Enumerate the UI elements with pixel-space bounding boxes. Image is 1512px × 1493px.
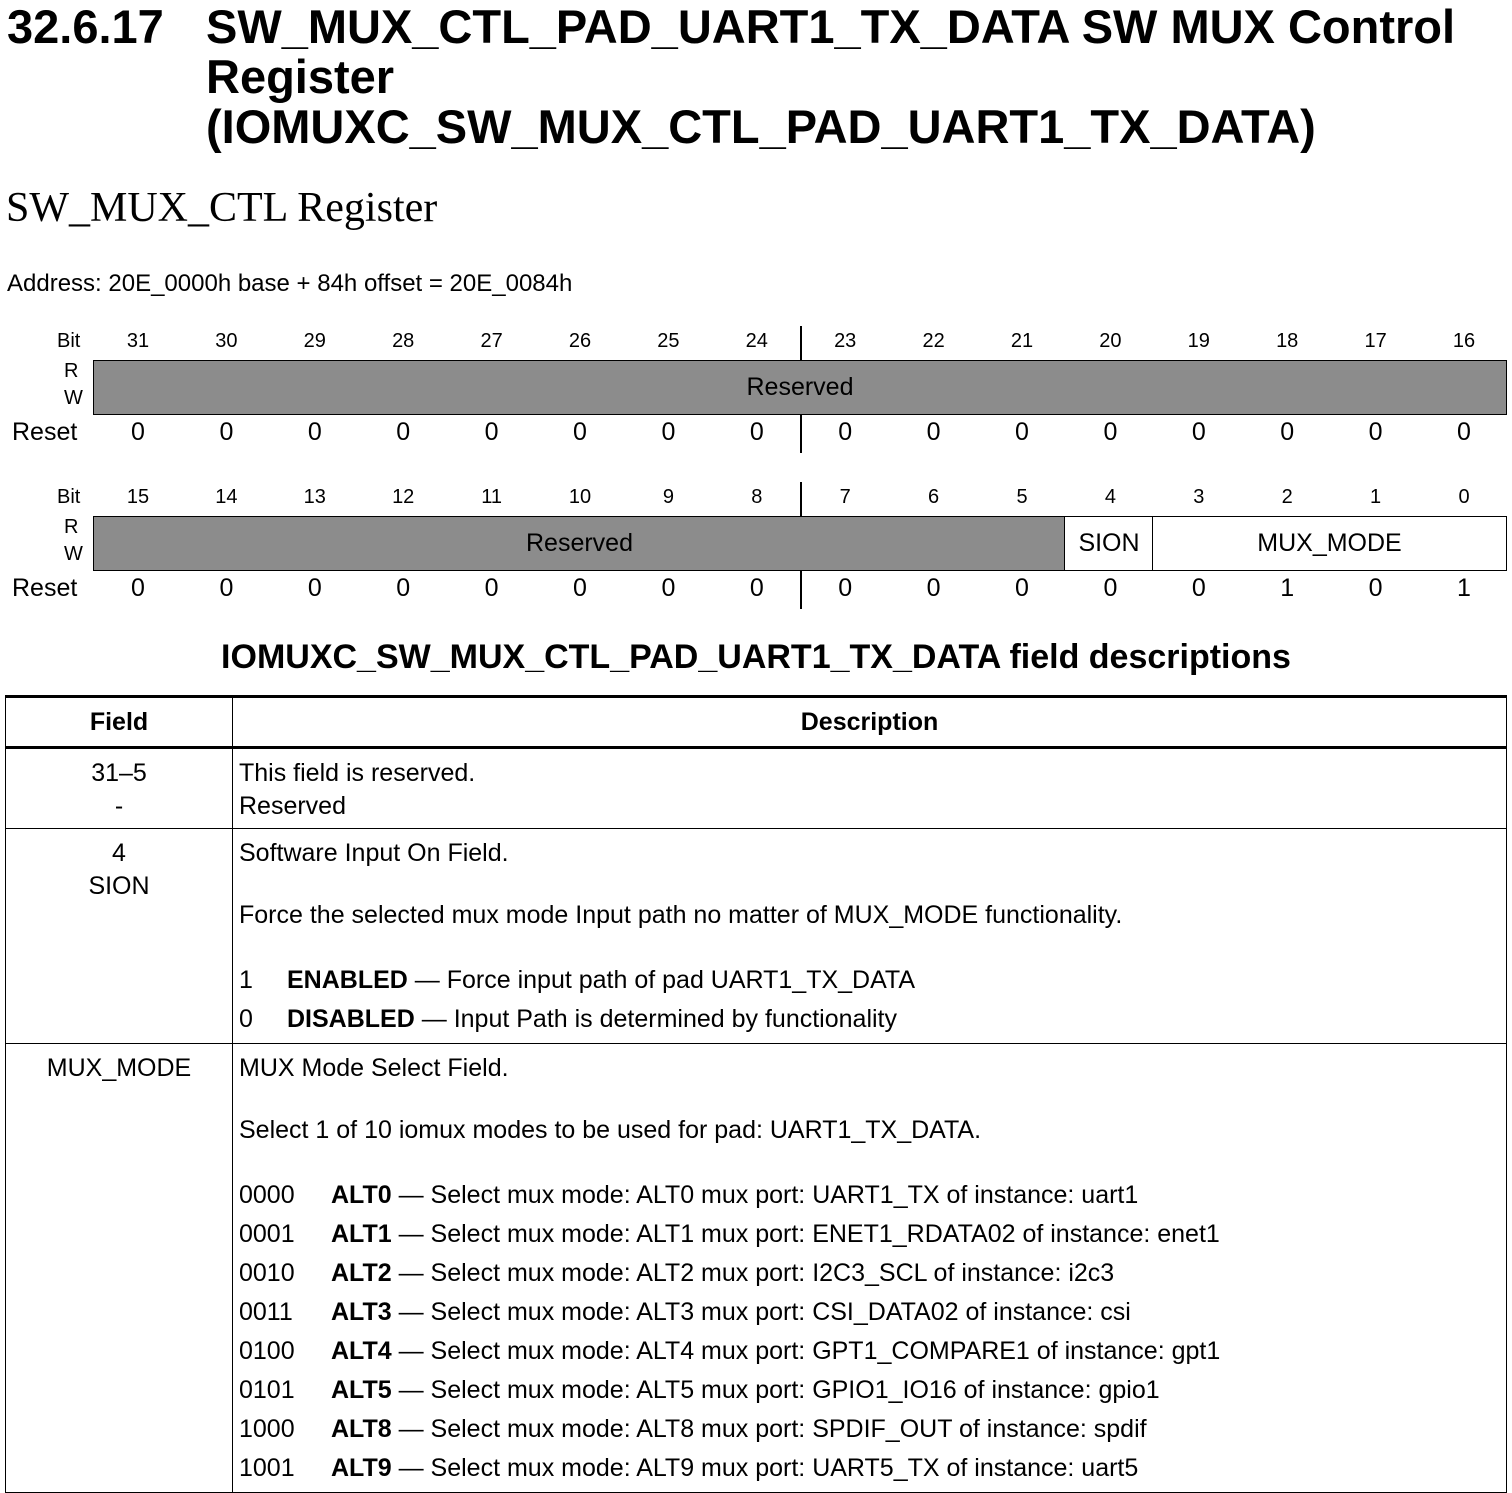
rw-label	[64, 358, 83, 412]
reset-value: 0	[131, 418, 145, 446]
description-cell	[233, 748, 1507, 829]
value-entry	[239, 1176, 1500, 1215]
field-cell	[6, 748, 233, 829]
bit-number: 8	[751, 486, 763, 508]
reset-value: 0	[926, 418, 941, 446]
table-row	[6, 748, 1507, 829]
bit-number: 12	[392, 486, 415, 508]
value-entry	[239, 1449, 1500, 1488]
value-name: ALT8	[331, 1415, 392, 1443]
header-description: Description	[233, 697, 1507, 748]
title-line: SW_MUX_CTL_PAD_UART1_TX_DATA SW MUX Control	[206, 0, 1456, 53]
value-text: — Select mux mode: ALT9 mux port: UART5_TX of instance: uart5	[391, 1454, 1139, 1482]
reset-value: 0	[1015, 574, 1029, 602]
bit-number: 2	[1281, 486, 1293, 508]
value-name: DISABLED	[287, 1005, 415, 1033]
bit-number: 22	[922, 330, 945, 352]
bit-number: 27	[480, 330, 503, 352]
bit-number: 18	[1276, 330, 1299, 352]
reset-value: 1	[1457, 574, 1471, 602]
bit-number: 16	[1452, 330, 1476, 352]
bit-number: 28	[392, 330, 415, 352]
field-bits: 31–5	[91, 759, 147, 787]
bit-number: 5	[1016, 486, 1028, 508]
value-text: — Select mux mode: ALT2 mux port: I2C3_SCL of instance: i2c3	[391, 1259, 1115, 1287]
reset-value: 0	[661, 574, 676, 602]
reset-label: Reset	[12, 418, 78, 446]
field-cell	[6, 829, 233, 1044]
value-entry	[239, 1000, 1500, 1039]
reserved-field-lower: Reserved	[93, 516, 1066, 571]
table-row	[6, 829, 1507, 1044]
reset-value: 0	[396, 418, 411, 446]
value-code: 0011	[239, 1298, 293, 1326]
register-address: Address: 20E_0000h base + 84h offset = 20E_0084h	[7, 270, 573, 297]
value-text: — Select mux mode: ALT0 mux port: UART1_TX of instance: uart1	[391, 1181, 1139, 1209]
reset-value: 0	[1103, 574, 1118, 602]
bit-number: 7	[839, 486, 851, 508]
reset-value: 0	[1191, 574, 1206, 602]
reset-value: 0	[396, 574, 411, 602]
value-entry	[239, 1254, 1500, 1293]
r-label: R	[64, 360, 79, 382]
value-entry	[239, 1293, 1500, 1332]
reset-value: 0	[307, 574, 322, 602]
bit-number: 1	[1370, 486, 1382, 508]
reset-label: Reset	[12, 574, 78, 602]
value-entry	[239, 1332, 1500, 1371]
reset-value: 0	[307, 418, 322, 446]
reset-value: 0	[838, 418, 853, 446]
mux-mode-field: MUX_MODE	[1152, 516, 1507, 571]
bit-label: Bit	[57, 486, 81, 508]
bit-number: 21	[1010, 330, 1034, 352]
reset-value: 0	[749, 418, 764, 446]
value-name: ALT2	[331, 1259, 392, 1287]
field-name: MUX_MODE	[46, 1054, 192, 1082]
bit-number: 11	[481, 486, 502, 508]
reset-value: 0	[573, 418, 587, 446]
sion-field: SION	[1064, 516, 1154, 571]
bit-number: 6	[928, 486, 940, 508]
reset-value: 0	[484, 574, 499, 602]
value-text: — Select mux mode: ALT8 mux port: SPDIF_OUT of instance: spdif	[391, 1415, 1147, 1443]
bit-number-row	[0, 330, 1512, 360]
value-text: — Select mux mode: ALT1 mux port: ENET1_RDATA02 of instance: enet1	[391, 1220, 1220, 1248]
half-divider	[800, 326, 802, 360]
reset-value: 0	[1103, 418, 1118, 446]
bit-number: 26	[568, 330, 592, 352]
reset-value: 0	[1280, 418, 1295, 446]
reset-value: 0	[1368, 574, 1383, 602]
value-name: ALT4	[331, 1337, 392, 1365]
description-text: Software Input On Field.	[239, 839, 509, 867]
value-name: ALT1	[331, 1220, 392, 1248]
reset-value: 0	[1191, 418, 1206, 446]
bit-label: Bit	[57, 330, 81, 352]
value-name: ALT5	[331, 1376, 392, 1404]
bit-number: 23	[834, 330, 857, 352]
bit-number: 4	[1104, 486, 1116, 508]
field-bits: 4	[112, 839, 126, 867]
reset-value: 1	[1280, 574, 1295, 602]
half-divider	[800, 571, 802, 609]
reset-value: 0	[573, 574, 587, 602]
description-text: MUX Mode Select Field.	[239, 1054, 509, 1082]
reset-value: 0	[661, 418, 676, 446]
description-text: Reserved	[239, 792, 346, 820]
bit-number: 30	[215, 330, 238, 352]
value-code: 1001	[239, 1454, 295, 1482]
value-text: — Select mux mode: ALT3 mux port: CSI_DATA02 of instance: csi	[391, 1298, 1131, 1326]
bit-number: 25	[657, 330, 680, 352]
field-cell	[6, 1044, 233, 1493]
w-label: W	[64, 387, 83, 409]
header-field: Field	[6, 697, 233, 748]
reset-value: 0	[926, 574, 941, 602]
reset-value: 0	[1368, 418, 1383, 446]
reset-value: 0	[131, 574, 145, 602]
reserved-field-upper: Reserved	[93, 360, 1507, 415]
value-entry	[239, 1371, 1500, 1410]
bit-number: 15	[126, 486, 150, 508]
bit-number: 9	[662, 486, 674, 508]
bit-number: 24	[745, 330, 768, 352]
value-code: 1000	[239, 1415, 295, 1443]
value-code: 0000	[239, 1181, 295, 1209]
description-text: Force the selected mux mode Input path no matter of MUX_MODE functionality.	[239, 901, 1123, 929]
value-code: 0001	[239, 1220, 295, 1248]
section-number: 32.6.17	[7, 0, 164, 53]
rw-label	[64, 514, 83, 568]
table-title: IOMUXC_SW_MUX_CTL_PAD_UART1_TX_DATA field descriptions	[221, 638, 1291, 676]
bit-number-row	[0, 486, 1512, 516]
bit-number: 17	[1364, 330, 1387, 352]
table-row	[6, 1044, 1507, 1493]
description-text: Select 1 of 10 iomux modes to be used for pad: UART1_TX_DATA.	[239, 1116, 982, 1144]
value-name: ALT0	[331, 1181, 392, 1209]
reset-value: 0	[1457, 418, 1471, 446]
reset-value: 0	[219, 418, 234, 446]
half-divider	[800, 415, 802, 453]
value-name: ALT9	[331, 1454, 392, 1482]
reset-value: 0	[1015, 418, 1029, 446]
w-label: W	[64, 543, 83, 565]
value-name: ALT3	[331, 1298, 392, 1326]
value-name: ENABLED	[287, 966, 408, 994]
description-cell	[233, 1044, 1507, 1493]
bit-number: 14	[215, 486, 238, 508]
bit-number: 10	[568, 486, 592, 508]
description-cell	[233, 829, 1507, 1044]
value-text: — Force input path of pad UART1_TX_DATA	[407, 966, 916, 994]
reset-value: 0	[749, 574, 764, 602]
value-code: 0101	[239, 1376, 295, 1404]
value-code: 1	[239, 966, 253, 994]
value-text: — Select mux mode: ALT5 mux port: GPIO1_IO16 of instance: gpio1	[391, 1376, 1160, 1404]
value-list	[239, 1176, 1500, 1488]
table-header-row	[6, 697, 1507, 748]
field-name: SION	[88, 872, 150, 900]
value-entry	[239, 1410, 1500, 1449]
value-text: — Select mux mode: ALT4 mux port: GPT1_COMPARE1 of instance: gpt1	[391, 1337, 1221, 1365]
bit-number: 31	[126, 330, 150, 352]
value-code: 0010	[239, 1259, 295, 1287]
page-title	[206, 2, 1506, 152]
description-text: This field is reserved.	[239, 759, 476, 787]
field-name: -	[114, 792, 124, 820]
value-entry	[239, 1215, 1500, 1254]
bit-number: 13	[303, 486, 326, 508]
title-line: Register	[206, 50, 395, 103]
value-text: — Input Path is determined by functionality	[414, 1005, 897, 1033]
value-code: 0	[239, 1005, 253, 1033]
reset-value: 0	[219, 574, 234, 602]
half-divider	[800, 482, 802, 516]
bit-number: 0	[1458, 486, 1470, 508]
reset-value: 0	[484, 418, 499, 446]
subheading: SW_MUX_CTL Register	[6, 185, 438, 231]
value-code: 0100	[239, 1337, 295, 1365]
value-entry	[239, 961, 1500, 1000]
reset-value: 0	[838, 574, 853, 602]
bit-number: 29	[303, 330, 326, 352]
field-descriptions-table	[5, 695, 1507, 1493]
bit-number: 3	[1193, 486, 1205, 508]
r-label: R	[64, 516, 79, 538]
bit-number: 19	[1187, 330, 1210, 352]
bit-number: 20	[1099, 330, 1122, 352]
title-line: (IOMUXC_SW_MUX_CTL_PAD_UART1_TX_DATA)	[206, 100, 1316, 153]
